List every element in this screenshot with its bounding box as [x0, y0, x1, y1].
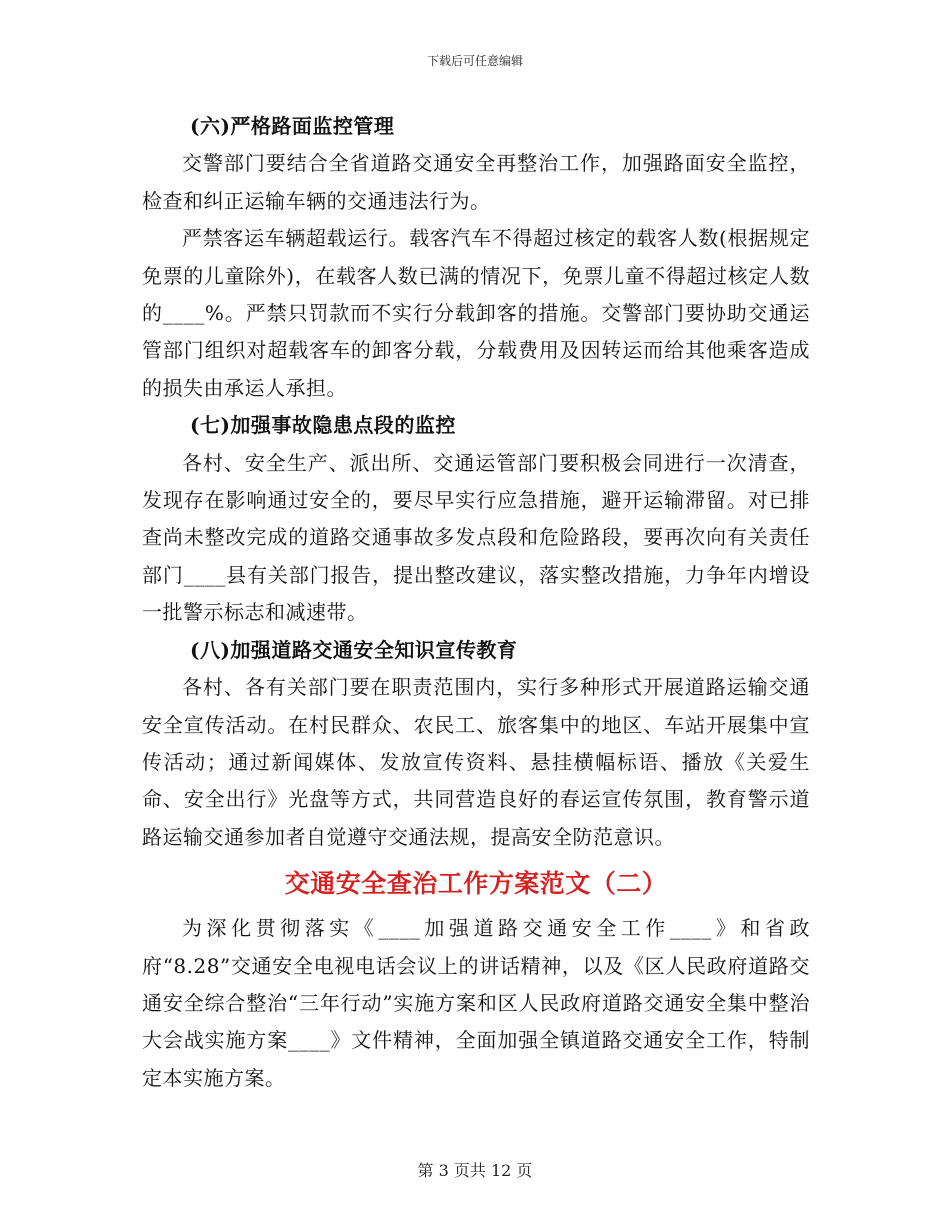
section-heading-6: (六)严格路面监控管理	[190, 114, 395, 138]
document-title: 交通安全查治工作方案范文（二）	[284, 869, 668, 899]
section-heading-8: (八)加强道路交通安全知识宣传教育	[190, 637, 518, 662]
section-heading-7: (七)加强事故隐患点段的监控	[190, 413, 456, 438]
intro-paragraph: 为深化贯彻落实《____加强道路交通安全工作____》和省政府“8.28”交通安全电视电话会议上的讲话精神，以及《区人民政府道路交通安全综合整治“三年行动”实施方案和区人民政府道路交通安全集中整治大会战实施方案____》文件精神，全面加强全镇道路交通安全工作，特制定本实施方案。	[142, 916, 810, 1090]
paragraph: 交警部门要结合全省道路交通安全再整治工作，加强路面安全监控，检查和纠正运输车辆的交通违法行为。	[142, 151, 810, 213]
paragraph: 各村、各有关部门要在职责范围内，实行多种形式开展道路运输交通安全宣传活动。在村民群众、农民工、旅客集中的地区、车站开展集中宣传活动；通过新闻媒体、发放宣传资料、悬挂横幅标语、播放《关爱生命、安全出行》光盘等方式，共同营造良好的春运宣传氛围，教育警示道路运输交通参加者自觉遵守交通法规，提高安全防范意识。	[142, 675, 810, 849]
document-body	[142, 108, 810, 1097]
paragraph: 严禁客运车辆超载运行。载客汽车不得超过核定的载客人数(根据规定免票的儿童除外)，在载客人数已满的情况下，免票儿童不得超过核定人数的____%。严禁只罚款而不实行分载卸客的措施。交警部门要协助交通运管部门组织对超载客车的卸客分载，分载费用及因转运而给其他乘客造成的损失由承运人承担。	[142, 226, 810, 400]
paragraph: 各村、安全生产、派出所、交通运管部门要积极会同进行一次清查，发现存在影响通过安全的，要尽早实行应急措施，避开运输滞留。对已排查尚未整改完成的道路交通事故多发点段和危险路段，要再次向有关责任部门____县有关部门报告，提出整改建议，落实整改措施，力争年内增设一批警示标志和减速带。	[142, 450, 810, 625]
page-header: 下载后可任意编辑	[426, 54, 523, 68]
page-footer: 第 3 页共 12 页	[417, 1161, 533, 1180]
